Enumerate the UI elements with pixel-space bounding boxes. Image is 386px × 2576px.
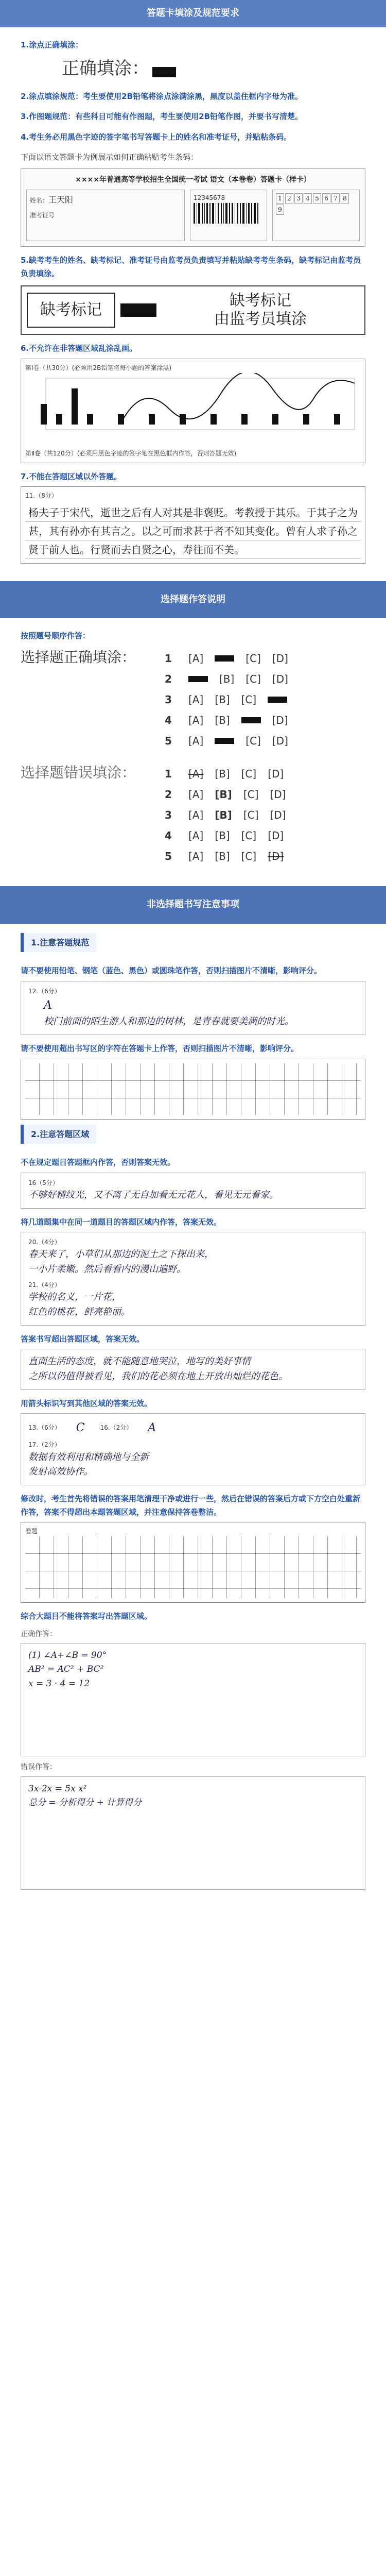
seq-grid (272, 190, 360, 241)
empty-grid-sheet (21, 1059, 365, 1120)
scribble-drawing (25, 373, 365, 445)
revision-grid: 看题 (21, 1522, 365, 1603)
absent-mark-example (21, 285, 365, 335)
ns-note-6: 用箭头标识写到其他区域的答案无效。 (21, 1398, 152, 1408)
absent-mark-filled (120, 303, 156, 317)
sel-wrong-label: 选择题错误填涂： (21, 764, 136, 781)
id-label: 准考证号 (30, 211, 55, 219)
ns-note-7: 修改时，考生首先将错误的答案用笔清理干净或进行一些，然后在错误的答案后方或下方空白处重新作答，答案不得超出本题答题区域，并注意保持答卷整洁。 (21, 1494, 361, 1517)
answer-box-arrow: 13.（6分） C 16.（2分） A 17.（2分） 数据有效利用和精确地与全新 发射高效协作。 (21, 1413, 365, 1485)
correct-answer-label: 正确作答： (21, 1630, 57, 1638)
sel-correct-label: 选择题正确填涂： (21, 648, 136, 666)
answer-12-2: 校门前面的陌生游人和那边的树林，是青春就要美满的时光。 (44, 1016, 294, 1027)
answer-12-1: A (44, 999, 52, 1012)
barcode-digits: 12345678 (194, 194, 225, 202)
absent-mark-note: 缺考标记 由监考员填涂 (214, 292, 307, 329)
note-4: 4.考生务必用黑色字迹的签字笔书写答题卡上的姓名和准考证号，并贴粘条码。 (21, 132, 292, 142)
note-4b: 下面以语文答题卡为例展示如何正确粘贴考生条码： (21, 152, 199, 162)
note-7: 7.不能在答题区域以外答题。 (21, 471, 122, 481)
wrong-calc-box: 3x-2x = 5x x² 总分 = 分析得分 + 计算得分 (21, 1776, 365, 1890)
ns-note-3: 不在规定题目答题框内作答，否则答案无效。 (21, 1158, 176, 1167)
seq-digit: 6 (322, 193, 330, 204)
ns-note-5: 答案书写超出答题区域，答案无效。 (21, 1334, 145, 1344)
scribble-example: 第Ⅰ卷（共30分）(必须用2B铅笔将每小题的答案涂黑) 第Ⅱ卷（共120分）(必须用黑色字迹的签字笔在黑色框内作答，否则答题无效) (21, 359, 365, 463)
note-1: 1.涂点正确填涂： (21, 40, 83, 49)
sample-answer-card: ××××年普通高等学校招生全国统一考试 语文（本卷卷）答题卡（样卡） 姓名：王天阳 准考证号 12345678 1 2 3 4 5 6 7 8 9 (21, 168, 365, 247)
section-selection (0, 618, 386, 873)
essay-text: 杨夫子于宋代，逝世之后有人对其是非褒贬。考教授于其乐。于其子之为甚，其有孙亦有其言之。以之可而求甚于者不知其变化。曾有人求子孙之贤于前人也。行贤而去自贤之心，寿往而不美。 (25, 503, 361, 559)
header-nonselection-notes: 非选择题书写注意事项 (0, 886, 386, 924)
name-value: 王天阳 (48, 195, 74, 205)
section-requirements (0, 27, 386, 568)
essay-number: 11.（8分） (25, 492, 58, 500)
tag-answer-area: 2.注意答题区域 (21, 1125, 96, 1144)
seq-digit: 9 (276, 205, 284, 215)
answer-box-20-21: 20.（4分） 春天来了，小草们从那边的泥土之下探出来， 一小片柔嫩。然后看看内的漫山遍野。 21.（4分） 学校的名义，一片花， 红色的桃花，鲜亮艳丽。 (21, 1232, 365, 1326)
seq-digit: 7 (331, 193, 340, 204)
answer-box-16: 16（5分） 不够好精纹光，又不离了无自加看无元花人，看见无元看家。 (21, 1173, 365, 1209)
seq-digit: 2 (285, 193, 293, 204)
note-5: 5.缺考考生的姓名、缺考标记、准考证号由监考员负责填写并粘贴缺考考生条码，缺考标记由监考员负责填涂。 (21, 256, 361, 278)
seq-digit: 1 (276, 193, 284, 204)
header-selection-guide: 选择题作答说明 (0, 581, 386, 619)
barcode-icon (194, 203, 260, 224)
sel-correct-block: 选择题正确填涂： 1 [A] [C] [D] 2 [B] [C] [D] 3 [A] [B] [C] 4 [A] [B] [D] 5 [A] [C] [D] (21, 646, 365, 753)
sel-wrong-block: 选择题错误填涂： 1 [A] [B] [C] [D] 2 [A] [B] [C] [D] 3 [A] [B] [C] [D] 4 [A] [B] [C] [D] 5 [A] [B] [C] [D] (21, 761, 365, 869)
name-label: 姓名 (30, 197, 43, 205)
seq-digit: 5 (313, 193, 321, 204)
ns-note-1: 请不要使用铅笔、钢笔（蓝色、黑色）或圆珠笔作答，否则扫描图片不清晰，影响评分。 (21, 966, 322, 976)
section-nonselection (0, 924, 386, 1897)
filled-mark (152, 67, 176, 77)
answer-box-overflow: 直面生活的态度，就不能随意地哭泣，地写的美好事情 之所以仍值得被看见，我们的花必须在地上开放出灿烂的花色。 (21, 1349, 365, 1390)
ns-note-8: 综合大题目不能将答案写出答题区域。 (21, 1612, 152, 1621)
tag-answer-rules: 1.注意答题规范 (21, 933, 96, 953)
card-title: ××××年普通高等学校招生全国统一考试 语文（本卷卷）答题卡（样卡） (75, 175, 311, 184)
essay-grid (21, 486, 365, 563)
correct-fill-example: 正确填涂： (62, 55, 365, 82)
header-answer-card-requirements: 答题卡填涂及规范要求 (0, 0, 386, 27)
note-6: 6.不允许在非答题区域乱涂乱画。 (21, 344, 137, 353)
note-3: 3.作图题规范：有些科目可能有作图题，考生要使用2B铅笔作图，并要书写清楚。 (21, 112, 303, 122)
seq-digit: 4 (304, 193, 312, 204)
seq-digit: 3 (294, 193, 303, 204)
absent-mark-label: 缺考标记 (27, 293, 115, 328)
sel-intro: 按照题号顺序作答： (21, 631, 91, 641)
seq-digit: 8 (341, 193, 349, 204)
ns-note-4: 将几道题集中在同一道题目的答题区域内作答，答案无效。 (21, 1217, 222, 1227)
wrong-answer-label: 错误作答： (21, 1763, 57, 1772)
answer-box-12: 12.（6分） A 校门前面的陌生游人和那边的树林，是青春就要美满的时光。 (21, 981, 365, 1035)
barcode-area (190, 190, 267, 241)
ns-note-2: 请不要使用超出书写区的字符在答题卡上作答，否则扫描图片不清晰，影响评分。 (21, 1044, 299, 1053)
correct-calc-box: (1) ∠A+∠B = 90° AB² = AC² + BC² x = 3 · 4 = 12 (21, 1643, 365, 1756)
note-2: 2.涂点填涂规范：考生要使用2B铅笔将涂点涂满涂黑，黑度以盖住框内字母为准。 (21, 91, 303, 101)
